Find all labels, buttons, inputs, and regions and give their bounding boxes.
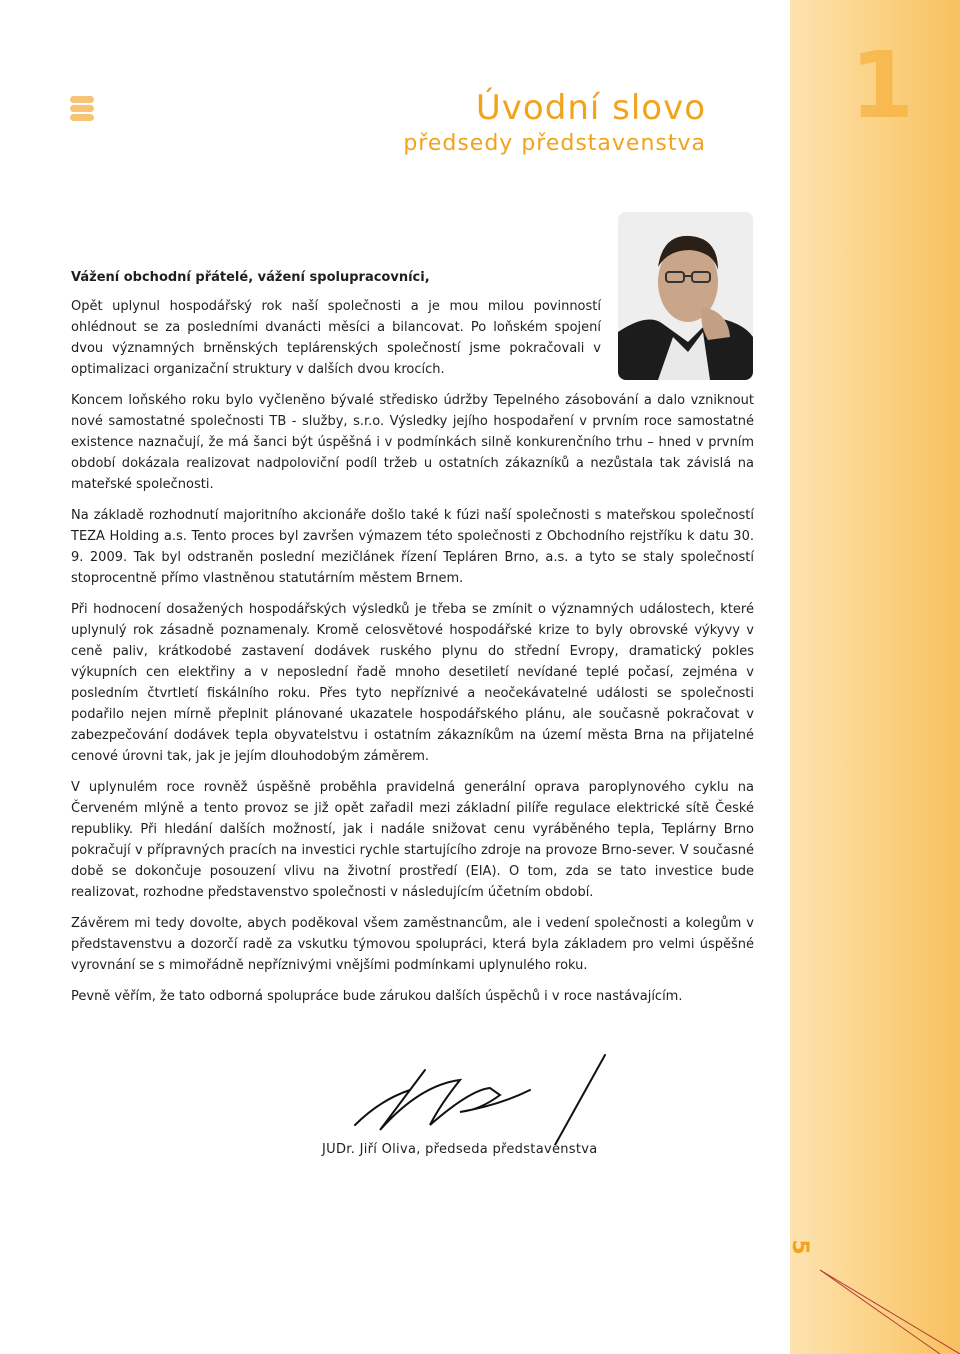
letter-paragraph: Pevně věřím, že tato odborná spolupráce bude zárukou dalších úspěchů i v roce nastávajícím. (71, 989, 683, 1004)
page-title: Úvodní slovo (475, 88, 706, 128)
decorative-side-bar (790, 0, 960, 1354)
chapter-number: 1 (849, 32, 914, 139)
stacked-bars-icon (70, 96, 94, 123)
page-heading (403, 88, 706, 158)
letter-paragraph: Závěrem mi tedy dovolte, abych poděkoval všem zaměstnancům, ale i vedení společnosti a kolegům v představenstvu a dozorčí radě za vskutku týmovou spolupráci, která byla základem pro velmi úspěšné vyrovnání se s mimořádně nepříznivými vnějšími podmínkami uplynulého roku. (71, 916, 754, 973)
letter-paragraph: Na základě rozhodnutí majoritního akcionáře došlo také k fúzi naší společnosti s mateřskou společností TEZA Holding a.s. Tento proces byl završen výmazem této společnosti z Obchodního rejstříku k datu 30. 9. 2009. Tak byl odstraněn poslední mezičlánek řízení Tepláren Brno, a.s. a tyto se staly společností stoprocentně přímo vlastněnou statutárním městem Brnem. (71, 508, 754, 586)
letter-body (71, 267, 754, 1017)
letter-paragraph: Při hodnocení dosažených hospodářských výsledků je třeba se zmínit o významných událostech, které uplynulý rok zásadně poznamenaly. Kromě celosvětové hospodářské krize to byly obrovské výkyvy v ceně paliv, krátkodobé zastavení dodávek ruského plynu do střední Evropy, dramatický pokles výkupních cen elektřiny a v neposlední řadě mnoho desetiletí nevídané teplé počasí, zejména v posledním čtvrtletí fiskálního roku. Přes tyto nepříznivé a neočekávatelné události se společnosti podařilo nejen mírně přeplnit plánované ukazatele hospodářského plánu, ale současně pokračovat v zabezpečování dodávek tepla obyvatelstvu i ostatním zákazníkům na území města Brna na přijatelné cenové úrovni tak, jak je jejím dlouhodobým záměrem. (71, 602, 754, 764)
letter-paragraph: V uplynulém roce rovněž úspěšně proběhla pravidelná generální oprava paroplynového cyklu na Červeném mlýně a tento provoz se již opět zařadil mezi základní pilíře regulace elektrické sítě České republiky. Při hledání dalších možností, jak i nadále snižovat cenu vyráběného tepla, Teplárny Brno pokračují v přípravných pracích na investici rychle startujícího zdroje na provoze Brno-sever. V současné době se dokončuje posouzení vlivu na životní prostředí (EIA). O tom, zda se tato investice bude realizovat, rozhodne představenstvo společnosti v následujícím účetním období. (71, 780, 754, 900)
handwritten-signature (350, 1050, 610, 1145)
letter-greeting: Vážení obchodní přátelé, vážení spolupracovníci, (71, 270, 430, 285)
page-subtitle: předsedy představenstva (403, 131, 706, 156)
letter-paragraph: Opět uplynul hospodářský rok naší společnosti a je mou milou povinností ohlédnout se za posledními dvanácti měsíci a bilancovat. Po loňském spojení dvou významných brněnských teplárenských společností jsme pokračovali v optimalizaci organizační struktury v dalších dvou krocích. (71, 299, 601, 377)
page-number: 5 (787, 1239, 812, 1255)
letter-paragraph: Koncem loňského roku bylo vyčleněno bývalé středisko údržby Tepelného zásobování a dalo vzniknout nové samostatné společnosti TB - služby, s.r.o. Výsledky jejího hospodaření v prvním roce samostatné existence naznačují, že má šanci být úspěšná i v podmínkách silně konkurenčního trhu – hned v prvním období dokázala realizovat nadpoloviční podíl tržeb u ostatních zákazníků a nezůstala tak závislá na mateřské společnosti. (71, 393, 754, 492)
decorative-lines (720, 1210, 960, 1354)
signer-name: JUDr. Jiří Oliva, předseda představenstva (322, 1142, 598, 1157)
